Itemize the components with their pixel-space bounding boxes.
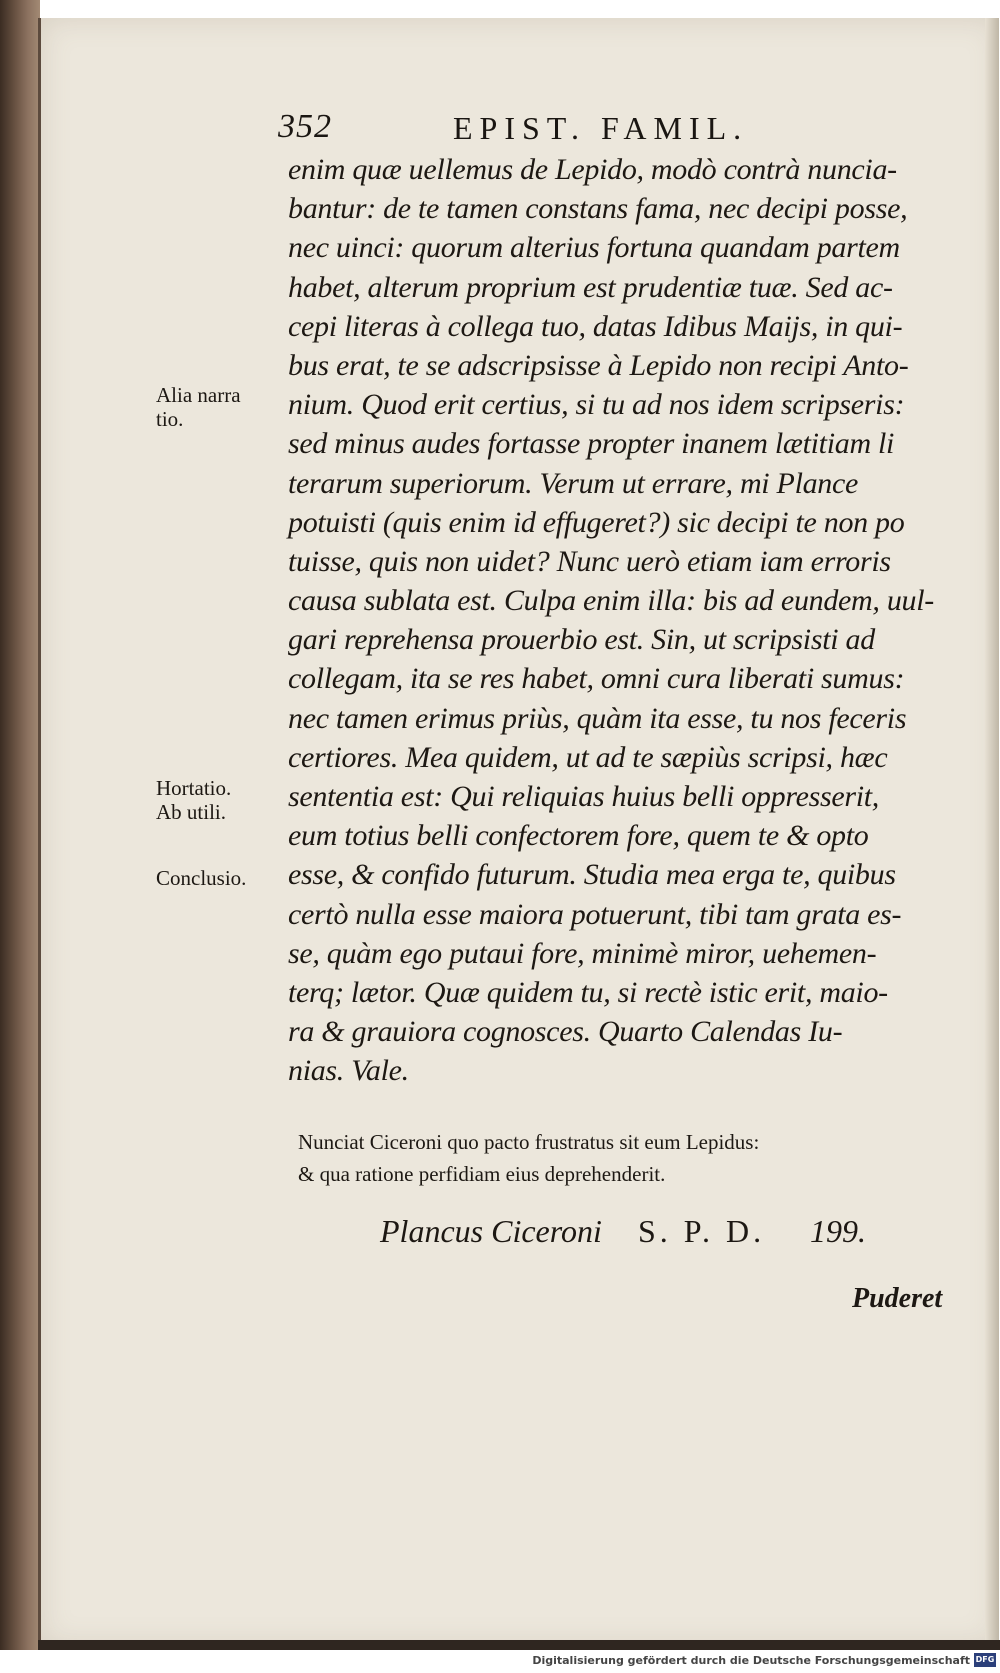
text-line: terarum superiorum. Verum ut errare, mi Plance xyxy=(288,466,859,500)
text-line: bantur: de te tamen constans fama, nec decipi posse, xyxy=(288,192,908,226)
text-line: collegam, ita se res habet, omni cura liberati sumus: xyxy=(288,662,905,696)
letter-argument xyxy=(298,1126,958,1190)
funding-credit: Digitalisierung gefördert durch die Deutsche Forschungsgemeinschaft xyxy=(532,1654,970,1667)
text-line: sententia est: Qui reliquias huius belli oppresserit, xyxy=(288,780,880,813)
book-binding xyxy=(0,0,40,1650)
text-line: nec uinci: quorum alterius fortuna quandam partem xyxy=(288,231,900,265)
text-line: nec tamen erimus priùs, quàm ita esse, tu nos feceris xyxy=(288,701,907,735)
text-line: terq; lætor. Quæ quidem tu, si rectè istic erit, maio- xyxy=(288,975,888,1009)
text-line: potuisti (quis enim id effugeret?) sic decipi te non po xyxy=(288,505,905,539)
marginal-note-hortatio xyxy=(156,776,231,824)
marginal-line: tio. xyxy=(156,407,184,431)
text-line: se, quàm ego putaui fore, minimè miror, uehemen- xyxy=(288,936,877,970)
text-line: nias. Vale. xyxy=(288,1054,409,1088)
letter-number: 199. xyxy=(810,1213,866,1249)
text-line: gari reprehensa prouerbio est. Sin, ut scripsisti ad xyxy=(288,623,875,657)
text-line: nium. Quod erit certius, si tu ad nos idem scripseris: xyxy=(288,388,905,422)
page-number: 352 xyxy=(278,108,332,145)
marginal-note-conclusio: Conclusio. xyxy=(156,866,247,890)
argument-line: Nunciat Ciceroni quo pacto frustratus sit eum Lepidus: xyxy=(298,1130,760,1154)
text-line: causa sublata est. Culpa enim illa: bis ad eundem, uul- xyxy=(288,584,934,618)
argument-line: & qua ratione perfidiam eius deprehenderit. xyxy=(298,1162,666,1186)
text-line: cepi literas à collega tuo, datas Idibus Maijs, in qui- xyxy=(288,309,903,343)
text-line: esse, & confido futurum. Studia mea erga te, quibus xyxy=(288,858,896,892)
marginal-line: Hortatio. xyxy=(156,776,232,800)
text-line: habet, alterum proprium est prudentiæ tuæ. Sed ac- xyxy=(288,270,893,304)
page-header xyxy=(278,108,798,152)
marginal-line: Ab utili. xyxy=(156,800,227,824)
dfg-logo-icon: DFG xyxy=(974,1653,996,1667)
text-line: tuisse, quis non uidet? Nunc uerò etiam iam erroris xyxy=(288,544,891,578)
marginal-line: Alia narra xyxy=(156,383,241,407)
text-line: enim quæ uellemus de Lepido, modò contrà nuncia- xyxy=(288,153,897,186)
letter-body xyxy=(288,150,958,1091)
text-line: sed minus audes fortasse propter inanem lætitiam li xyxy=(288,427,895,461)
footer-bar xyxy=(0,1650,1000,1673)
text-line: certiores. Mea quidem, ut ad te sæpiùs scripsi, hæc xyxy=(288,740,888,774)
salutation-spd: S. P. D. xyxy=(638,1213,766,1249)
page-bottom-edge xyxy=(38,1640,1000,1650)
running-head: EPIST. FAMIL. xyxy=(453,110,749,146)
text-line: eum totius belli confectorem fore, quem te & opto xyxy=(288,819,869,853)
text-line: bus erat, te se adscripsisse à Lepido non recipi Anto- xyxy=(288,348,909,382)
catchword: Puderet xyxy=(852,1283,943,1314)
text-line: ra & grauiora cognosces. Quarto Calendas Iu- xyxy=(288,1015,843,1049)
text-line: certò nulla esse maiora potuerunt, tibi tam grata es- xyxy=(288,897,902,931)
marginal-note-alia-narratio xyxy=(156,383,241,431)
page-edge xyxy=(985,18,999,1646)
salutation-names: Plancus Ciceroni xyxy=(380,1213,602,1249)
